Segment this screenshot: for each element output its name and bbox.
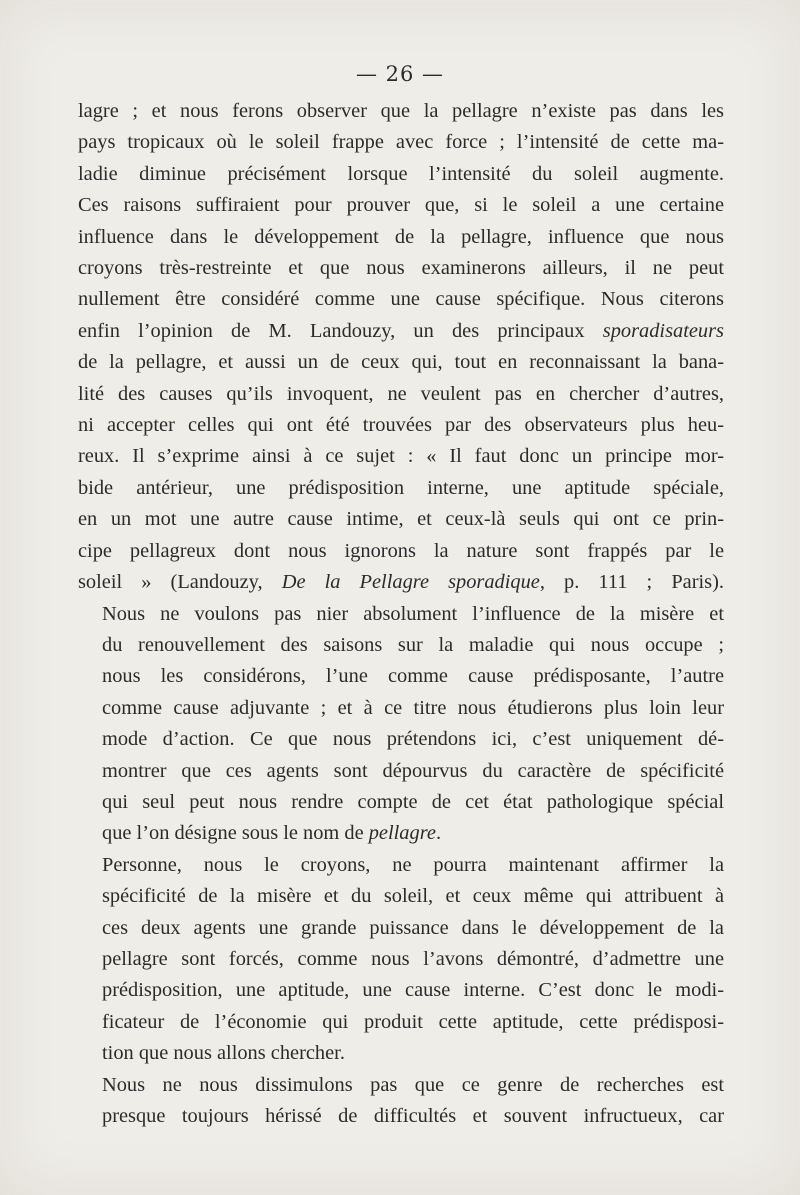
citation-tail: , p. 111 ; (539, 571, 672, 594)
text-fragment: Paris). (671, 571, 724, 594)
text-line: nullement être considéré comme une cause spécifique. Nous citerons (78, 288, 724, 311)
text-line (78, 818, 724, 849)
text-line: croyons très-restreinte et que nous examinerons ailleurs, il ne peut (78, 257, 724, 280)
text-line: qui seul peut nous rendre compte de cet état pathologique spécial (102, 790, 724, 813)
text-line: reux. Il s’exprime ainsi à ce sujet : « Il faut donc un principe mor- (78, 445, 724, 468)
paragraph-3 (78, 850, 724, 1070)
italic-term: sporadisateurs (602, 319, 724, 342)
text-line: presque toujours hérissé de difficultés et souvent infructueux, car (102, 1105, 724, 1127)
text-line: lagre ; et nous ferons observer que la pellagre n’existe pas dans les (78, 100, 724, 122)
text-line: ficateur de l’économie qui produit cette aptitude, cette prédisposi- (102, 1010, 724, 1033)
text-line: cipe pellagreux dont nous ignorons la nature sont frappés par le (78, 539, 724, 562)
text-line: bide antérieur, une prédisposition interne, une aptitude spéciale, (78, 476, 724, 499)
paragraph-4 (78, 1070, 724, 1133)
text-line: mode d’action. Ce que nous prétendons ici, c’est uniquement dé- (102, 728, 724, 751)
text-line: ni accepter celles qui ont été trouvées par des observateurs plus heu- (78, 414, 724, 437)
text-fragment: soleil » (Landouzy, (78, 571, 282, 594)
text-line: pays tropicaux où le soleil frappe avec force ; l’intensité de cette ma- (78, 131, 724, 154)
text-line: en un mot une autre cause intime, et ceux-là seuls qui ont ce prin- (78, 508, 724, 531)
text-line: Nous ne nous dissimulons pas que ce genre de recherches est (102, 1073, 724, 1096)
text-line: nous les considérons, l’une comme cause prédisposante, l’autre (102, 665, 724, 688)
text-line (78, 567, 724, 598)
text-line: ladie diminue précisément lorsque l’intensité du soleil augmente. (78, 162, 724, 185)
text-line: lité des causes qu’ils invoquent, ne veulent pas en chercher d’autres, (78, 382, 724, 405)
text-line: Nous ne voulons pas nier absolument l’influence de la misère et (102, 602, 724, 625)
text-line: influence dans le développement de la pellagre, influence que nous (78, 225, 724, 248)
text-line (78, 316, 724, 347)
text-line: du renouvellement des saisons sur la maladie qui nous occupe ; (102, 633, 724, 656)
text-fragment: enfin l’opinion de M. Landouzy, un des principaux (78, 319, 603, 342)
text-fragment: que l’on désigne sous le nom de (102, 822, 369, 845)
text-line: prédisposition, une aptitude, une cause interne. C’est donc le modi- (102, 979, 724, 1002)
text-line: tion que nous allons chercher. (102, 1042, 345, 1065)
text-line: ces deux agents une grande puissance dans le développement de la (102, 916, 724, 939)
paragraph-1 (78, 96, 724, 599)
text-line: comme cause adjuvante ; et à ce titre nous étudierons plus loin leur (102, 696, 724, 719)
text-line: pellagre sont forcés, comme nous l’avons démontré, d’admettre une (102, 947, 724, 970)
page-number: — 26 — (355, 62, 445, 86)
paragraph-2 (78, 599, 724, 850)
text-line: Ces raisons suffiraient pour prouver que, si le soleil a une certaine (78, 194, 724, 217)
italic-term: pellagre (368, 822, 436, 845)
text-line: spécificité de la misère et du soleil, et ceux même qui attribuent à (102, 885, 724, 908)
italic-book-title: De la Pellagre sporadique (281, 571, 540, 594)
text-body (78, 96, 724, 1132)
text-line: de la pellagre, et aussi un de ceux qui, tout en reconnaissant la bana- (78, 351, 724, 374)
text-fragment: . (435, 822, 442, 845)
text-line: montrer que ces agents sont dépourvus du caractère de spécificité (102, 759, 724, 782)
text-line: Personne, nous le croyons, ne pourra maintenant affirmer la (102, 853, 724, 876)
